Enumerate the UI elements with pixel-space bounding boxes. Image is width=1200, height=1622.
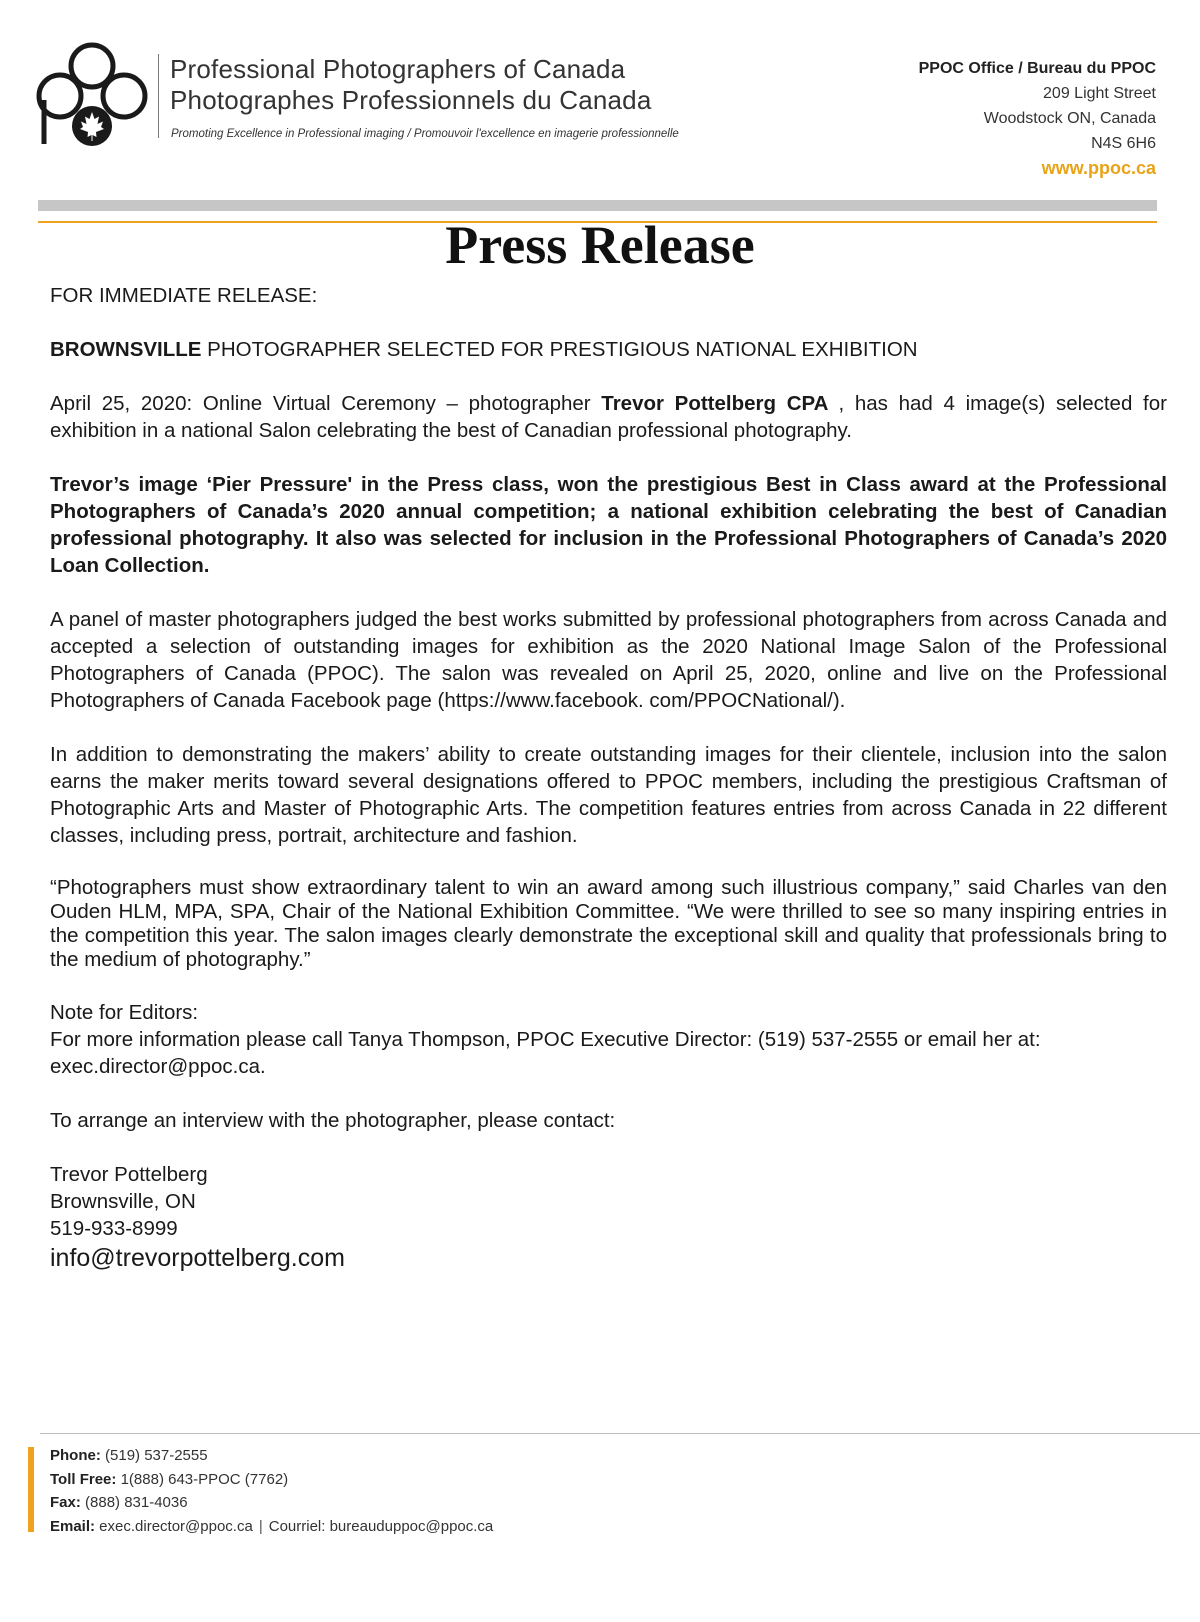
org-name-french: Photographes Professionnels du Canada <box>170 85 652 115</box>
footer-phone <box>50 1444 493 1468</box>
note-text: For more information please call Tanya Thompson, PPOC Executive Director: (519) 537-2555 or email her at: exec.director@ppoc.ca. <box>50 1028 1041 1078</box>
intro-start: April 25, 2020: Online Virtual Ceremony – photographer <box>50 392 602 415</box>
paragraph-award: Trevor’s image ‘Pier Pressure' in the Press class, won the prestigious Best in Class award at the Professional Photographers of Canada’s 2020 annual competition; a national exhibition celebrating the best of Canadian professional photography. It also was selected for inclusion in the Professional Photographers of Canada’s 2020 Loan Collection. <box>50 473 1167 577</box>
footer-accent-bar <box>28 1447 34 1532</box>
page-title: Press Release <box>445 215 755 275</box>
press-release-body <box>50 282 1167 1274</box>
headline-text: PHOTOGRAPHER SELECTED FOR PRESTIGIOUS NATIONAL EXHIBITION <box>201 338 918 361</box>
fax-value: (888) 831-4036 <box>80 1494 188 1511</box>
header-gray-band <box>38 200 1157 211</box>
paragraph-panel: A panel of master photographers judged the best works submitted by professional photographers from across Canada and accepted a selection of outstanding images for exhibition as the 2020 National Image Salon of the Professional Photographers of Canada (PPOC). The salon was revealed on April 25, 2020, online and live on the Professional Photographers of Canada Facebook page (https://www.facebook. com/PPOCNational/). <box>50 608 1167 712</box>
tollfree-value: 1(888) 643-PPOC (7762) <box>116 1470 289 1488</box>
phone-value: (519) 537-2555 <box>100 1447 208 1464</box>
paragraph-merits: In addition to demonstrating the makers’ ability to create outstanding images for their clientele, inclusion into the salon earns the maker merits toward several designations offered to PPOC members, including the prestigious Craftsman of Photographic Arts and Master of Photographic Arts. The competition features entries from across Canada in 22 different classes, including press, portrait, architecture and fashion. <box>50 743 1167 847</box>
organization-name <box>170 54 652 116</box>
footer-fax <box>50 1491 493 1515</box>
office-title: PPOC Office / Bureau du PPOC <box>918 60 1156 77</box>
headline <box>50 336 1167 363</box>
address-street: 209 Light Street <box>1043 85 1156 102</box>
email-label: Email: <box>50 1517 96 1535</box>
tollfree-label: Toll Free: <box>50 1470 117 1488</box>
contact-name: Trevor Pottelberg <box>50 1163 208 1186</box>
footer-email <box>50 1515 493 1539</box>
courriel-value[interactable]: Courriel: bureauduppoc@ppoc.ca <box>268 1517 494 1535</box>
ppoc-logo <box>36 40 148 148</box>
footer-separator: | <box>258 1517 263 1535</box>
tagline: Promoting Excellence in Professional imaging / Promouvoir l'excellence en imagerie professionnelle <box>171 128 679 140</box>
footer-tollfree <box>50 1468 493 1492</box>
contact-email[interactable]: info@trevorpottelberg.com <box>50 1244 345 1272</box>
email-value[interactable]: exec.director@ppoc.ca <box>95 1517 253 1535</box>
headline-city: BROWNSVILLE <box>50 338 202 361</box>
phone-label: Phone: <box>50 1447 101 1464</box>
footer-divider <box>40 1433 1200 1434</box>
org-name-english: Professional Photographers of Canada <box>170 54 626 84</box>
arrange-interview: To arrange an interview with the photographer, please contact: <box>50 1109 616 1132</box>
header-divider <box>158 54 159 138</box>
release-label: FOR IMMEDIATE RELEASE: <box>50 284 318 307</box>
website-link[interactable]: www.ppoc.ca <box>1041 158 1156 178</box>
photographer-name: Trevor Pottelberg CPA <box>601 392 839 415</box>
paragraph-intro <box>50 390 1167 444</box>
paragraph-quote: “Photographers must show extraordinary talent to win an award among such illustrious company,” said Charles van den Ouden HLM, MPA, SPA, Chair of the National Exhibition Committee. “We were thrilled to see so many inspiring entries in the competition this year. The salon images clearly demonstrate the exceptional skill and quality that professionals bring to the medium of photography.” <box>50 876 1167 971</box>
address-postal: N4S 6H6 <box>1091 135 1156 152</box>
contact-phone: 519-933-8999 <box>50 1217 178 1240</box>
office-address <box>919 56 1156 181</box>
intro-end: , has had 4 image(s) selected for exhibition in a national Salon celebrating the best of Canadian professional photography. <box>50 392 1167 442</box>
address-city: Woodstock ON, Canada <box>983 110 1156 127</box>
fax-label: Fax: <box>50 1494 81 1511</box>
footer-contact <box>50 1444 493 1538</box>
contact-city: Brownsville, ON <box>50 1190 196 1213</box>
note-label: Note for Editors: <box>50 1001 199 1024</box>
